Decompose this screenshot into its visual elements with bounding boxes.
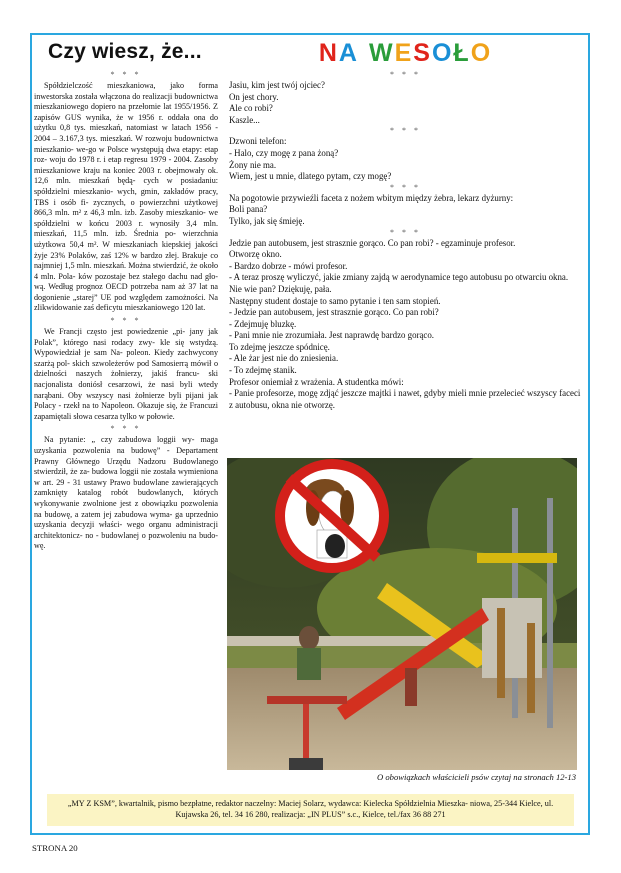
- joke-line: Następny student dostaje to samo pytanie i ten sam stopień.: [229, 295, 441, 306]
- separator: * * *: [110, 316, 142, 326]
- photo-caption: O obowiązkach właścicieli psów czytaj na stronach 12-13: [377, 772, 576, 782]
- brand-letter: N: [318, 39, 339, 67]
- article-paragraph: We Francji często jest powiedzenie „pi- jany jak Polak”, którego nasi rodacy zwy- kle się wstydzą. Wypowiedział je sam Na- poleon. Kiedy zachwycony szarżą pol- skich szwoleżerów pod Samosierrą mówił o dzielności naszych żołnierzy, jakiś francu- ski nacjonalista doniósł cesarzowi, że nasi byli wtedy narąbani. Oby wszyscy nasi żołnierze byli pijani jak Polacy - rzekł na to Napoleon. Okazuje się, że Francuzi zapamiętali słowa cesarza tylko w połowie.: [34, 327, 218, 421]
- joke-line: - Panie profesorze, mogę zdjąć jeszcze majtki i nawet, gdyby mieli mnie przelecieć wszyscy faceci z autobusu, okna nie otworzę.: [229, 388, 581, 410]
- playground-photo: [227, 458, 577, 770]
- separator: * * *: [390, 126, 421, 136]
- joke-line: Dzwoni telefon:: [229, 136, 287, 147]
- joke-line: Profesor oniemiał z wrażenia. A studentka mówi:: [229, 376, 404, 387]
- joke-line: - Zdejmuję bluzkę.: [229, 318, 297, 329]
- separator: * * *: [390, 70, 421, 79]
- joke-line: Na pogotowie przywieźli faceta z nożem wbitym między żebra, lekarz dyżurny:: [229, 192, 514, 203]
- brand-letter: Ł: [453, 39, 471, 67]
- joke-line: - To zdejmę stanik.: [229, 365, 297, 376]
- brand-letter: O: [470, 39, 493, 67]
- joke-line: - Pani mnie nie zrozumiała. Jest naprawdę bardzo gorąco.: [229, 330, 435, 341]
- joke-line: To zdejmę jeszcze spódnicę.: [229, 341, 330, 352]
- brand-letter: A: [338, 39, 359, 67]
- jokes-list: [229, 70, 582, 411]
- left-title: Czy wiesz, że...: [48, 40, 202, 63]
- humor-section-title: [229, 36, 582, 70]
- joke-line: - Bardzo dobrze - mówi profesor.: [229, 260, 348, 271]
- joke-line: Jasiu, kim jest twój ojciec?: [229, 80, 325, 90]
- separator: * * *: [110, 70, 142, 79]
- brand-letter: S: [413, 39, 432, 67]
- left-articles: [34, 70, 218, 552]
- joke-line: Kaszle...: [229, 114, 260, 125]
- separator: * * *: [390, 227, 421, 237]
- joke-line: - Ale żar jest nie do zniesienia.: [229, 353, 339, 364]
- joke-line: - Halo, czy mogę z pana żoną?: [229, 147, 339, 158]
- brand-letter: W: [368, 39, 395, 67]
- joke-line: Żony nie ma.: [229, 159, 277, 170]
- article-paragraph: Spółdzielczość mieszkaniowa, jako forma inwestorska została włączona do realizacji budownictwa mieszkaniowego dopiero na przełomie lat 1955/1956. Z zapisów GUS wynika, że w 1956 r. oddała ona do użytku 0,8 tys. mieszkań, natomiast w latach 1956 - 2004 – 3.167,3 tys. mieszkań. W rozwoju budownictwa mieszkanio- we-go w Polsce występują dwa etapy: etap roz- woju do 1978 r. i etap regresu 1979 - 2004. Zasoby mieszkaniowe kraju na koniec 2003 r. obejmowały ok. 12,6 mln. mieszkań będą- cych w posiadaniu: spółdzielni mieszkanio- wych, gmin, zakładów pracy, TBS i osób fi- zycznych, o powierzchni użytkowej 866,3 mln. m² z 46,3 mln. izb. Zasoby mieszkanio- we spółdzielni w końcu 2003 r. wynosiły 3,4 mln. mieszkań, 11,5 mln. izb. Średnia po- wierzchnia użytkowa 50,4 m². W mieszkaniach kiepskiej jakości żyje 23% Polaków, zaś 12% w bardzo złej. Brakuje co najmniej 1,5 mln. mieszkań. Można stwierdzić, że około 4 mln. Pola- ków pozostaje bez stałego dachu nad gło- wą. Według prognoz OECD potrzeba nam aż 37 lat na dogonienie „starej” UE pod względem zamożności. Na zlikwidowanie zaś deficytu mieszkaniowego 120 lat.: [34, 81, 218, 313]
- humor-column: [229, 36, 582, 411]
- brand-letter: E: [394, 39, 414, 67]
- joke-line: Jedzie pan autobusem, jest strasznie gorąco. Co pan robi? - egzaminuje profesor.: [229, 237, 516, 248]
- joke-line: Otworzę okno.: [229, 249, 282, 260]
- no-dogs-playground-image: [227, 458, 577, 770]
- joke-line: - Jedzie pan autobusem, jest strasznie gorąco. Co pan robi?: [229, 307, 439, 318]
- brand-letter: O: [431, 39, 454, 67]
- separator: * * *: [390, 182, 421, 192]
- joke-line: - A teraz proszę wyliczyć, jakie zmiany zajdą w aerodynamice tego autobusu po otwarciu okna. Nie wie pan? Dziękuję, pała.: [229, 272, 569, 294]
- publisher-info: „MY Z KSM”, kwartalnik, pismo bezpłatne, redaktor naczelny: Maciej Solarz, wydawca: Kielecka Spółdzielnia Mieszka- niowa, 25-344 Kielce, ul. Kujawska 26, tel. 34 16 280, realizacja: „IN PLUS” s.c., Kielce, tel./fax 36 88 271: [47, 794, 574, 826]
- separator: * * *: [110, 424, 142, 434]
- joke-line: Tylko, jak się śmieję.: [229, 215, 305, 226]
- article-paragraph: Na pytanie: „ czy zabudowa loggii wy- maga uzyskania pozwolenia na budowę” - Departament Prawny Głównego Urzędu Nadzoru Budowlanego stwierdził, że za- budowa loggii nie została wymieniona w art. 29 - 31 ustawy Prawo budowlane zawierających zamknięty katalog robót budowlanych, których wykonywanie zwolnione jest z obowiązku pozwolenia na budowę, a zatem jej zabudowa wyma- ga uprzednio uzyskania decyzji właści- wego organu administracji architektonicz- no - budowlanej o pozwoleniu na budo- wę.: [34, 435, 218, 551]
- page-number: STRONA 20: [32, 843, 78, 853]
- did-you-know-column: [34, 36, 218, 552]
- joke-line: Wiem, jest u mnie, dlatego pytam, czy mogę?: [229, 171, 392, 182]
- joke-line: Boli pana?: [229, 204, 268, 215]
- joke-line: Ale co robi?: [229, 103, 273, 114]
- joke-line: On jest chory.: [229, 91, 279, 102]
